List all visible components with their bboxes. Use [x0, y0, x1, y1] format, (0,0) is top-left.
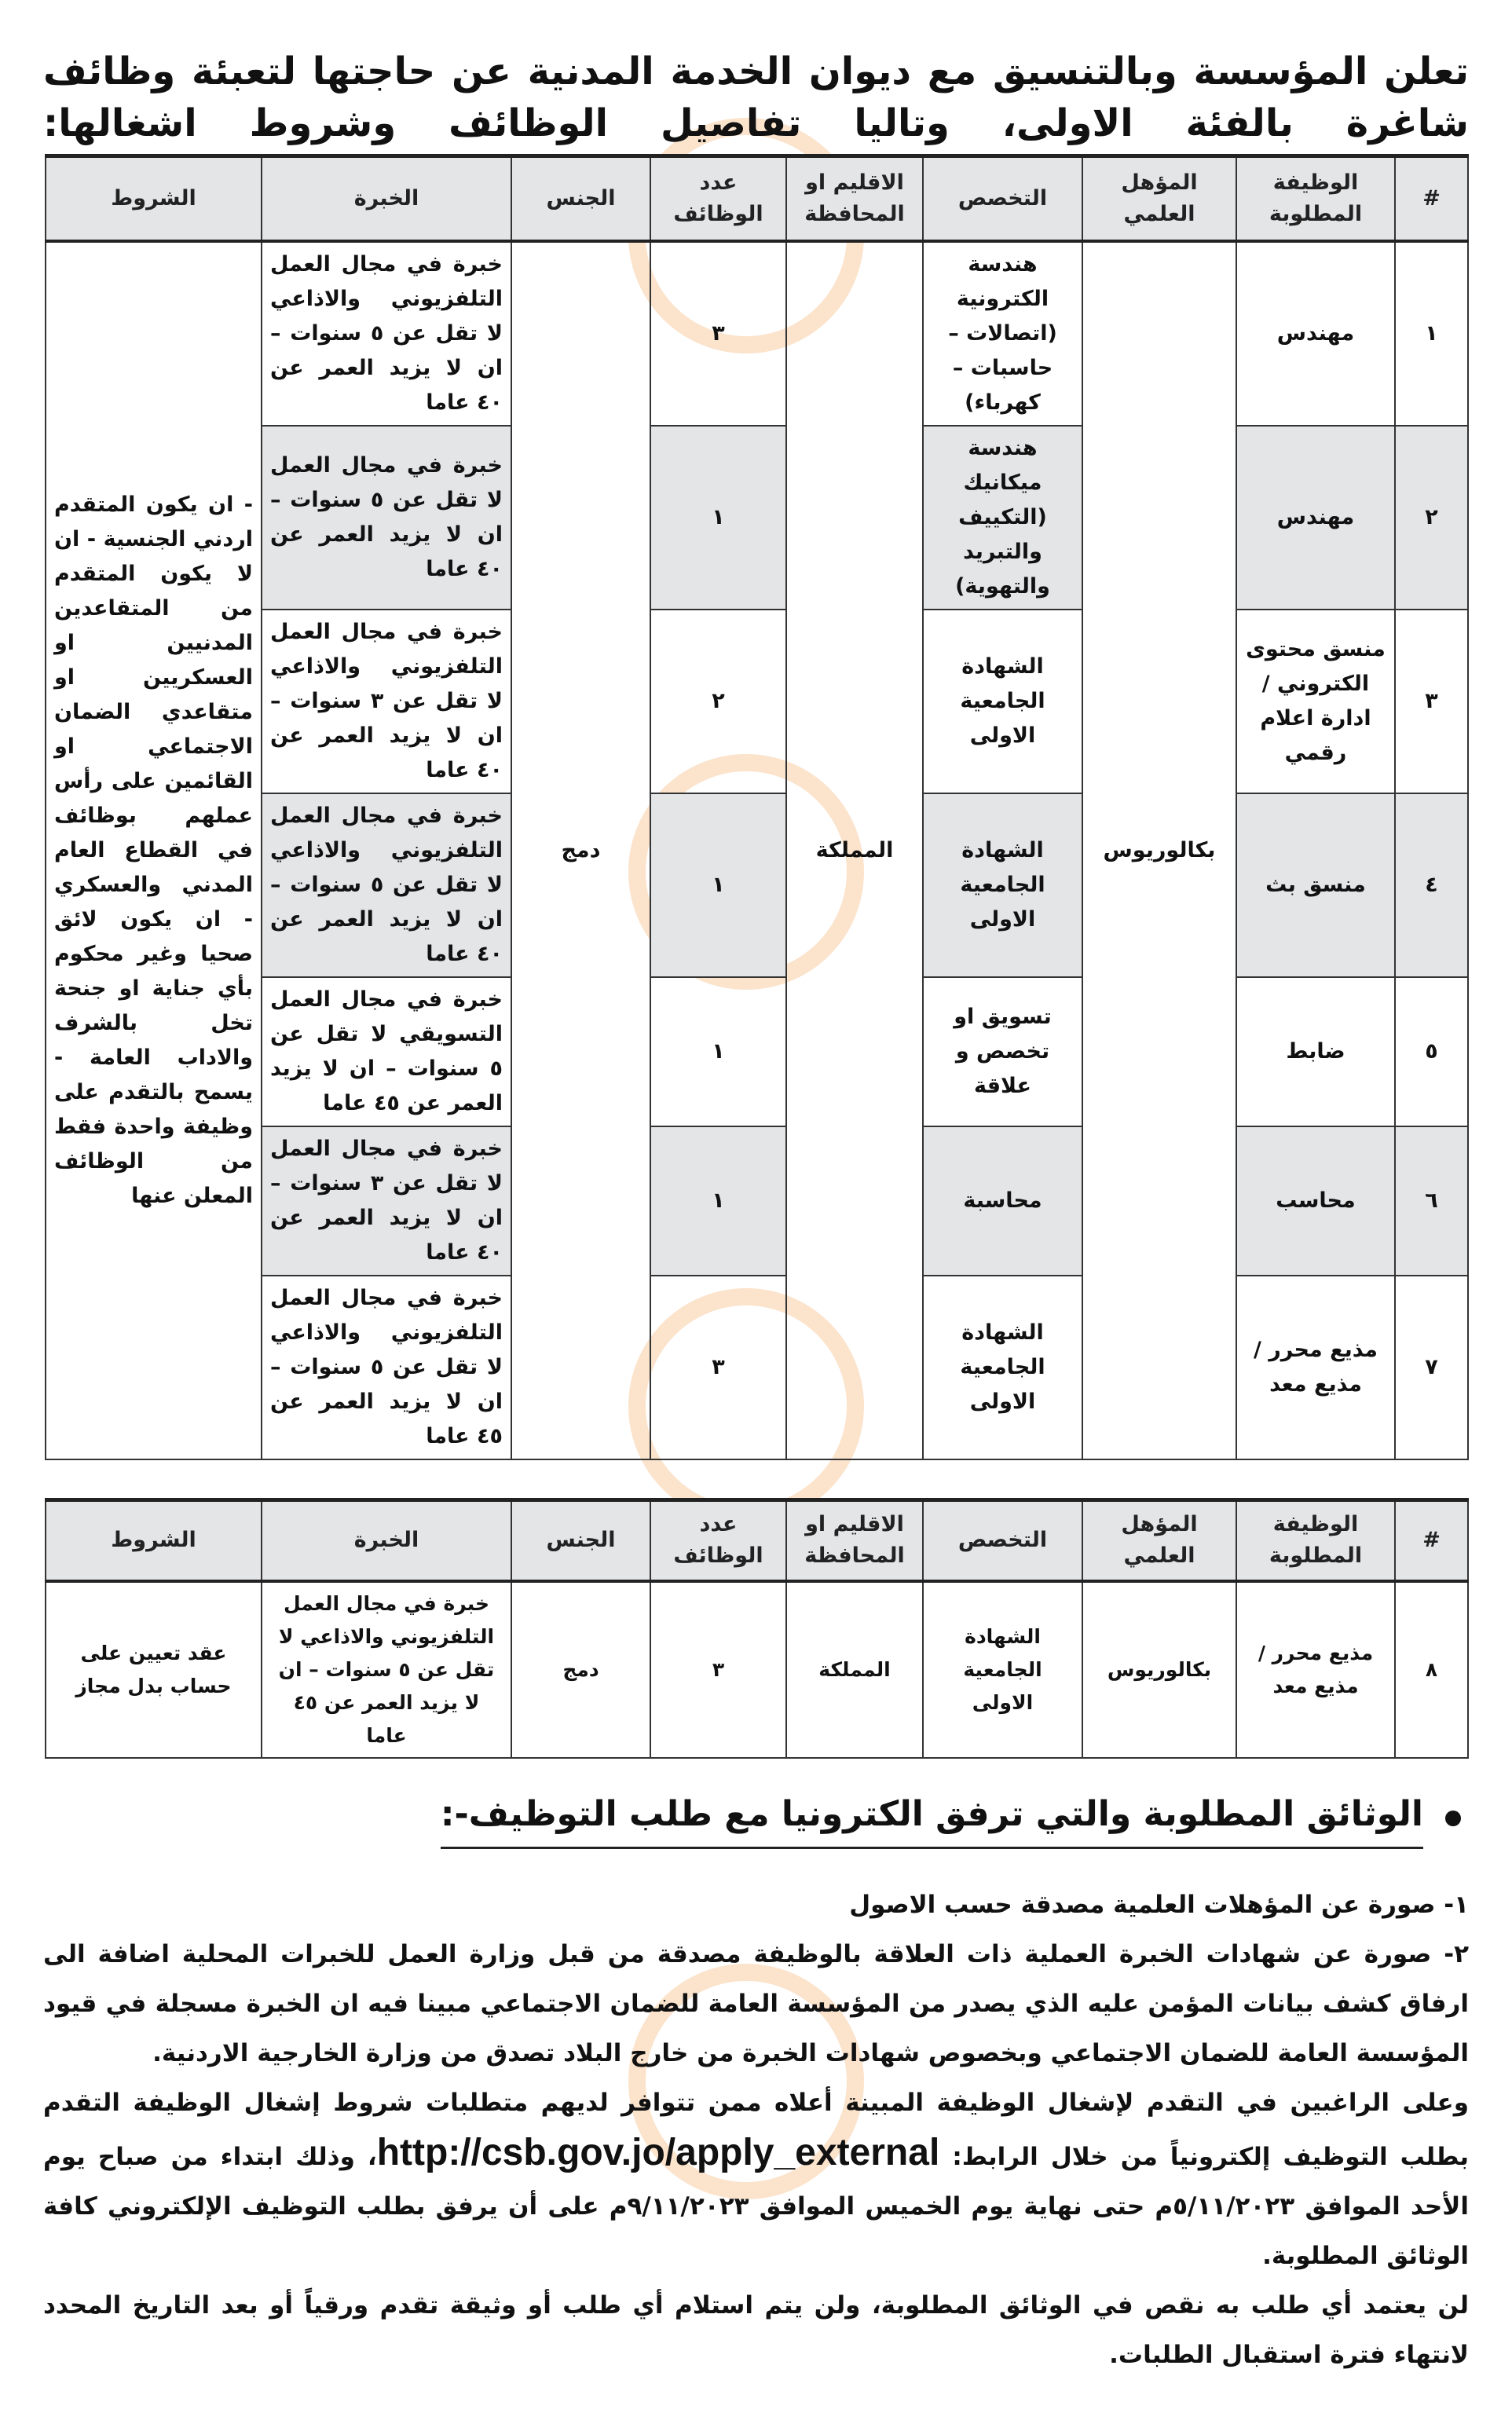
job-title: مذيع محرر / مذيع معد [1236, 1276, 1395, 1459]
job-title: منسق محتوى الكتروني / ادارة اعلام رقمي [1236, 610, 1395, 793]
qualification: بكالوريوس [1082, 1581, 1236, 1758]
table-header-row [46, 1499, 1468, 1581]
vacancy-count: ١ [650, 793, 786, 977]
specialization: تسويق او تخصص و علاقة [923, 977, 1082, 1126]
job-title: مذيع محرر / مذيع معد [1236, 1581, 1395, 1758]
conditions: عقد تعيين على حساب بدل مجاز [46, 1581, 262, 1758]
vacancy-count: ٣ [650, 241, 786, 426]
vacancy-count: ٣ [650, 1276, 786, 1459]
documents-heading [43, 1787, 1469, 1849]
bullet-icon [1445, 1811, 1461, 1826]
apply-period-text: ، وذلك ابتداء من صباح يوم الأحد الموافق ٥/١١/٢٠٢٣م حتى نهاية يوم الخميس الموافق ٩/١١/٢٠٢٣م على أن يرفق بطلب التوظيف الإلكتروني كافة الوثائق المطلوبة. [43, 2143, 1469, 2270]
job-title: ضابط [1236, 977, 1395, 1126]
document-item-2: ٢- صورة عن شهادات الخبرة العملية ذات العلاقة بالوظيفة مصدقة من قبل وزارة العمل للخبرات المحلية اضافة الى ارفاق كشف بيانات المؤمن عليه الذي يصدر من المؤسسة العامة للضمان الاجتماعي مبينا فيه ان الخبرة مسجلة في قيود المؤسسة العامة للضمان الاجتماعي وبخصوص شهادات الخبرة من خارج البلاد تصدق من وزارة الخارجية الاردنية. [43, 1940, 1469, 2067]
experience: خبرة في مجال العمل التلفزيوني والاذاعي لا تقل عن ٣ سنوات – ان لا يزيد العمر عن ٤٠ عاما [262, 610, 511, 793]
header-count: عدد الوظائف [650, 1499, 786, 1581]
table-header-row [46, 156, 1468, 241]
rejection-notice: لن يعتمد أي طلب به نقص في الوثائق المطلوبة، ولن يتم استلام أي طلب أو وثيقة تقدم ورقياً أو بعد التاريخ المحدد لانتهاء فترة استقبال الطلبات. [43, 2291, 1469, 2369]
specialization: هندسة الكترونية (اتصالات – حاسبات – كهرباء) [923, 241, 1082, 426]
header-experience: الخبرة [262, 156, 511, 241]
region: المملكة [786, 1581, 923, 1758]
specialization: الشهادة الجامعية الاولى [923, 610, 1082, 793]
experience: خبرة في مجال العمل لا تقل عن ٥ سنوات – ان لا يزيد العمر عن ٤٠ عاما [262, 426, 511, 610]
header-number: # [1395, 1499, 1468, 1581]
job-number: ٦ [1395, 1126, 1468, 1276]
vacancy-count: ١ [650, 1126, 786, 1276]
documents-heading-text: الوثائق المطلوبة والتي ترفق الكترونيا مع طلب التوظيف-: [441, 1787, 1423, 1849]
job-number: ٥ [1395, 977, 1468, 1126]
document-item-1: ١- صورة عن المؤهلات العلمية مصدقة حسب الاصول [849, 1891, 1469, 1919]
specialization: الشهادة الجامعية الاولى [923, 1276, 1082, 1459]
gender: دمج [511, 241, 650, 1459]
jobs-table [45, 154, 1469, 1460]
header-gender: الجنس [511, 156, 650, 241]
job-title: محاسب [1236, 1126, 1395, 1276]
table-row [46, 1581, 1468, 1758]
job-number: ١ [1395, 241, 1468, 426]
experience: خبرة في مجال العمل التلفزيوني والاذاعي لا تقل عن ٥ سنوات – ان لا يزيد العمر عن ٤٥ عاما [262, 1276, 511, 1459]
vacancy-count: ٢ [650, 610, 786, 793]
job-number: ٨ [1395, 1581, 1468, 1758]
header-job: الوظيفة المطلوبة [1236, 156, 1395, 241]
apply-text: وعلى الراغبين في التقدم لإشغال الوظيفة المبينة أعلاه ممن تتوافر لديهم متطلبات شروط إشغال الوظيفة التقدم بطلب التوظيف إلكترونياً من خلال الرابط: [43, 2089, 1469, 2171]
header-region: الاقليم او المحافظة [786, 1499, 923, 1581]
header-experience: الخبرة [262, 1499, 511, 1581]
gender: دمج [511, 1581, 650, 1758]
header-job: الوظيفة المطلوبة [1236, 1499, 1395, 1581]
specialization: الشهادة الجامعية الاولى [923, 793, 1082, 977]
header-region: الاقليم او المحافظة [786, 156, 923, 241]
required-documents-section [43, 1787, 1469, 2380]
header-gender: الجنس [511, 1499, 650, 1581]
apply-link[interactable]: http://csb.gov.jo/apply_external [376, 2132, 940, 2173]
header-specialization: التخصص [923, 156, 1082, 241]
header-conditions: الشروط [46, 156, 262, 241]
vacancy-count: ١ [650, 426, 786, 610]
experience: خبرة في مجال العمل التلفزيوني والاذاعي لا تقل عن ٥ سنوات – ان لا يزيد العمر عن ٤٠ عاما [262, 793, 511, 977]
header-qualification: المؤهل العلمي [1082, 1499, 1236, 1581]
experience: خبرة في مجال العمل التلفزيوني والاذاعي لا تقل عن ٥ سنوات – ان لا يزيد العمر عن ٤٥ عاما [262, 1581, 511, 1758]
table-row [46, 241, 1468, 426]
specialization: هندسة ميكانيك (التكييف والتبريد والتهوية) [923, 426, 1082, 610]
job-number: ٢ [1395, 426, 1468, 610]
header-count: عدد الوظائف [650, 156, 786, 241]
region: المملكة [786, 241, 923, 1459]
header-number: # [1395, 156, 1468, 241]
experience: خبرة في مجال العمل التسويقي لا تقل عن ٥ سنوات – ان لا يزيد العمر عن ٤٥ عاما [262, 977, 511, 1126]
job-number: ٧ [1395, 1276, 1468, 1459]
jobs-table-2 [45, 1498, 1469, 1759]
application-instructions [43, 2078, 1469, 2281]
header-conditions: الشروط [46, 1499, 262, 1581]
vacancy-count: ٣ [650, 1581, 786, 1758]
qualification: بكالوريوس [1082, 241, 1236, 1459]
experience: خبرة في مجال العمل لا تقل عن ٣ سنوات – ان لا يزيد العمر عن ٤٠ عاما [262, 1126, 511, 1276]
job-number: ٤ [1395, 793, 1468, 977]
job-title: منسق بث [1236, 793, 1395, 977]
job-title: مهندس [1236, 241, 1395, 426]
job-number: ٣ [1395, 610, 1468, 793]
header-specialization: التخصص [923, 1499, 1082, 1581]
specialization: الشهادة الجامعية الاولى [923, 1581, 1082, 1758]
job-title: مهندس [1236, 426, 1395, 610]
experience: خبرة في مجال العمل التلفزيوني والاذاعي لا تقل عن ٥ سنوات – ان لا يزيد العمر عن ٤٠ عاما [262, 241, 511, 426]
header-qualification: المؤهل العلمي [1082, 156, 1236, 241]
announcement-title: تعلن المؤسسة وبالتنسيق مع ديوان الخدمة المدنية عن حاجتها لتعبئة وظائف شاغرة بالفئة الاولى، وتاليا تفاصيل الوظائف وشروط اشغالها: [43, 49, 1469, 145]
vacancy-count: ١ [650, 977, 786, 1126]
specialization: محاسبة [923, 1126, 1082, 1276]
conditions: - ان يكون المتقدم اردني الجنسية - ان لا يكون المتقدم من المتقاعدين المدنيين او العسكريين او متقاعدي الضمان الاجتماعي او القائمين على رأس عملهم بوظائف في القطاع العام المدني والعسكري - ان يكون لائق صحيا وغير محكوم بأي جناية او جنحة تخل بالشرف والاداب العامة - يسمح بالتقدم على وظيفة واحدة فقط من الوظائف المعلن عنها [46, 241, 262, 1459]
